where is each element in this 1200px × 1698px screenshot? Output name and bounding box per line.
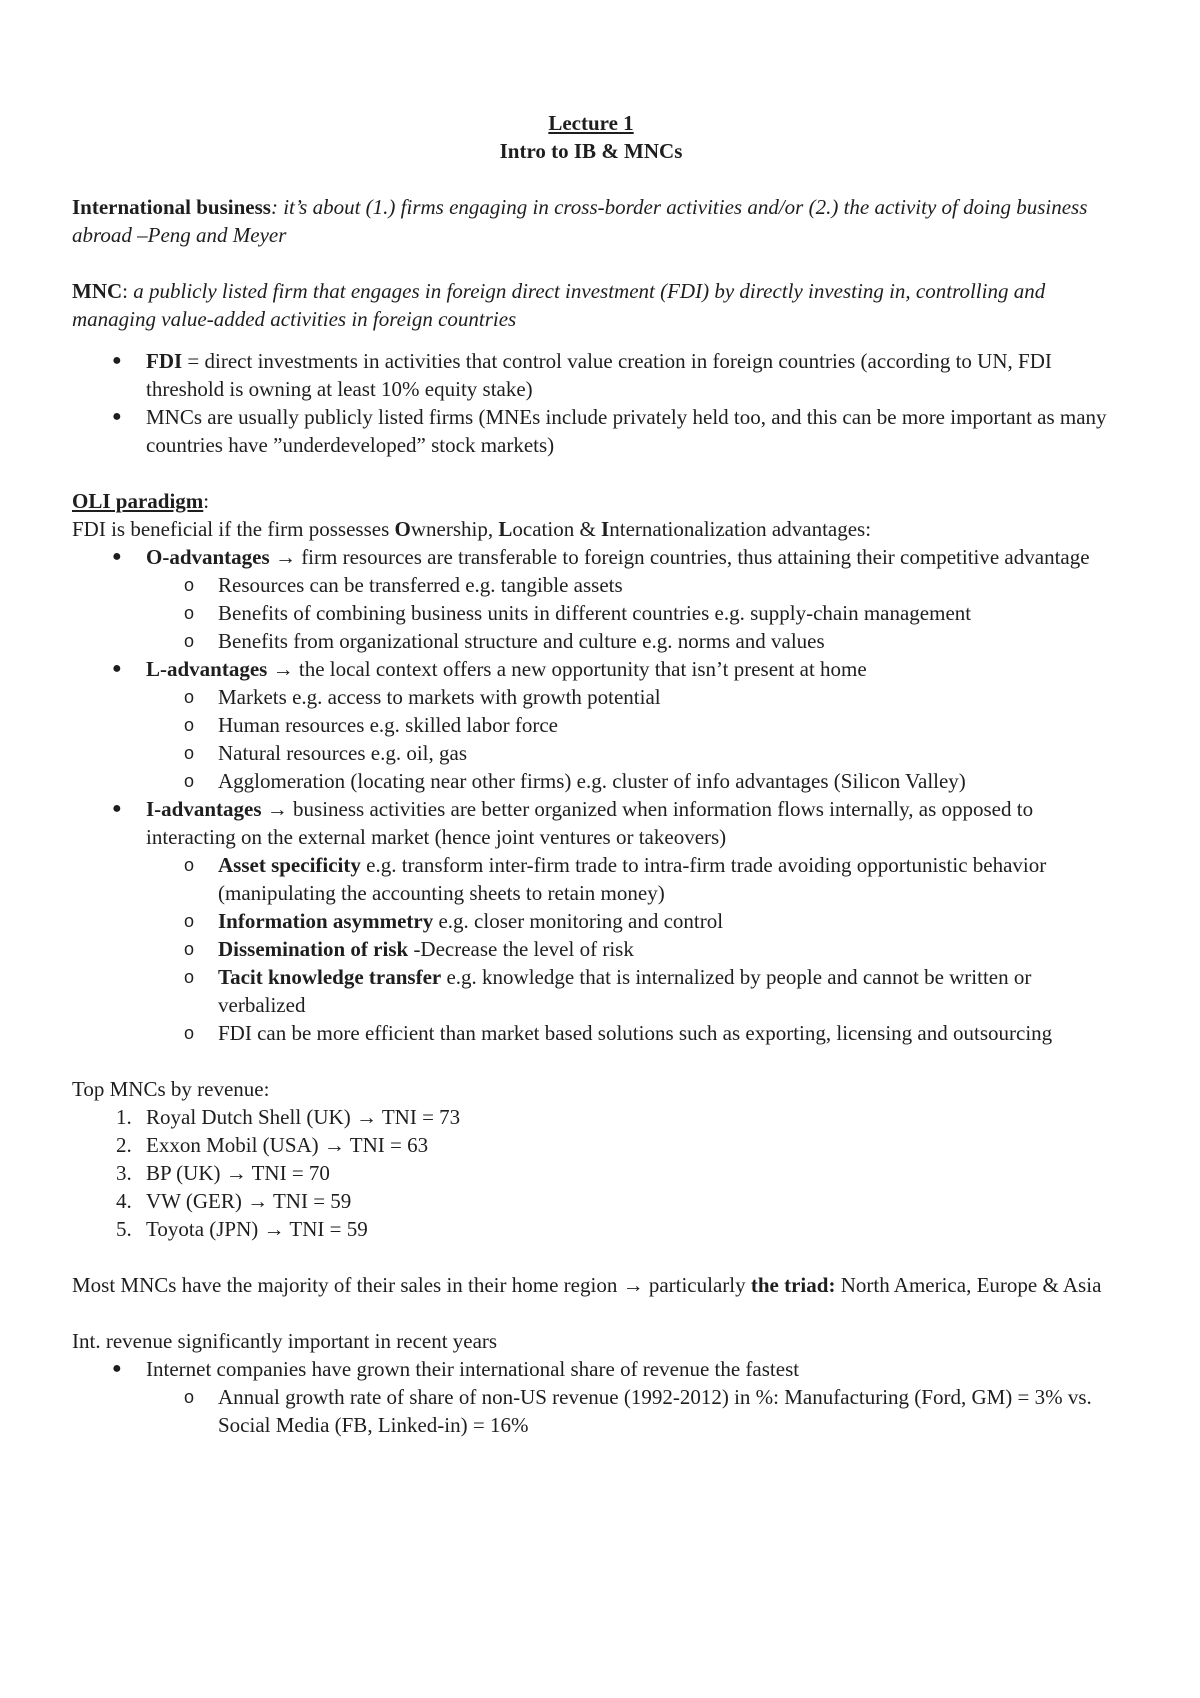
bullet-icon: ● [112, 548, 122, 565]
list-item [72, 1187, 1110, 1215]
company-name: Royal Dutch Shell (UK) [146, 1105, 356, 1129]
page-subtitle: Intro to IB & MNCs [499, 139, 683, 163]
ib-term: International business [72, 195, 271, 219]
fdi-text: = direct investments in activities that control value creation in foreign countries (according to UN, FDI threshold is owning at least 10% equity stake) [146, 349, 1052, 401]
ib-definition [72, 193, 1110, 249]
sub-bullet-icon: o [184, 603, 195, 623]
sub-bullet-icon: o [184, 687, 195, 707]
list-item [72, 1383, 1110, 1439]
company-name: VW (GER) [146, 1189, 248, 1213]
triad-text: Most MNCs have the majority of their sales in their home region [72, 1273, 623, 1297]
list-number: 1. [116, 1105, 132, 1129]
arrow-icon: → [272, 657, 294, 681]
list-item [72, 1131, 1110, 1159]
oli-list [72, 543, 1110, 1047]
oli-intro-o: O [394, 517, 411, 541]
list-number: 2. [116, 1133, 132, 1157]
list-item-term: Dissemination of risk [218, 937, 409, 961]
list-item-text: Annual growth rate of share of non-US revenue (1992-2012) in %: Manufacturing (Ford, GM) = 3% vs. Social Media (FB, Linked-in) = 16% [218, 1385, 1092, 1437]
list-item [72, 907, 1110, 935]
list-item [72, 1355, 1110, 1383]
mnc-bullet-list [72, 347, 1110, 459]
oli-heading-text: OLI paradigm [72, 489, 204, 513]
list-item [72, 683, 1110, 711]
list-item [72, 543, 1110, 571]
list-item-text: Benefits of combining business units in different countries e.g. supply-chain management [218, 601, 972, 625]
list-item [72, 403, 1110, 459]
oli-heading [72, 487, 1110, 515]
arrow-icon: → [225, 1161, 247, 1185]
triad-text: particularly [643, 1273, 751, 1297]
bullet-icon: ● [112, 352, 122, 369]
list-item [72, 739, 1110, 767]
mnc-term: MNC [72, 279, 123, 303]
oli-intro [72, 515, 1110, 543]
bullet-icon: ● [112, 1360, 122, 1377]
triad-term: the triad: [750, 1273, 836, 1297]
sub-bullet-icon: o [184, 631, 195, 651]
sub-bullet-icon: o [184, 771, 195, 791]
sub-bullet-icon: o [184, 911, 195, 931]
list-item-text: e.g. transform inter-firm trade to intra-firm trade avoiding opportunistic behavior (manipulating the accounting sheets to retain money) [218, 853, 1047, 905]
page-title: Lecture 1 [548, 111, 634, 135]
i-advantages-label: I-advantages [146, 797, 262, 821]
arrow-icon: → [274, 545, 296, 569]
list-item [72, 347, 1110, 403]
sub-bullet-icon: o [184, 575, 195, 595]
list-item-text: Agglomeration (locating near other firms) e.g. cluster of info advantages (Silicon Valley) [218, 769, 966, 793]
list-item [72, 711, 1110, 739]
fdi-term: FDI [146, 349, 183, 373]
company-name: BP (UK) [146, 1161, 226, 1185]
ib-text: it’s about (1.) firms engaging in cross-border activities and/or (2.) the activity of doing business abroad –Peng and Meyer [72, 195, 1088, 247]
mnc-definition [72, 277, 1110, 333]
oli-intro-i: I [601, 517, 610, 541]
i-advantages-text: business activities are better organized when information flows internally, as opposed to interacting on the external market (hence joint ventures or takeovers) [146, 797, 1034, 849]
l-advantages-text: the local context offers a new opportunity that isn’t present at home [293, 657, 867, 681]
bullet-icon: ● [112, 408, 122, 425]
top-mncs-heading: Top MNCs by revenue: [72, 1077, 270, 1101]
list-number: 4. [116, 1189, 132, 1213]
tni-value: TNI = 73 [376, 1105, 461, 1129]
list-item-text: Markets e.g. access to markets with growth potential [218, 685, 661, 709]
list-item [72, 935, 1110, 963]
oli-intro-part: nternationalization advantages: [609, 517, 872, 541]
arrow-icon: → [622, 1273, 644, 1297]
arrow-icon: → [323, 1133, 345, 1157]
tni-value: TNI = 63 [344, 1133, 429, 1157]
list-item [72, 767, 1110, 795]
list-number: 5. [116, 1217, 132, 1241]
company-name: Toyota (JPN) [146, 1217, 264, 1241]
sub-bullet-icon: o [184, 715, 195, 735]
list-item-text: Internet companies have grown their international share of revenue the fastest [146, 1357, 800, 1381]
list-item-text: e.g. closer monitoring and control [433, 909, 724, 933]
ib-colon: : [270, 195, 278, 219]
oli-intro-part: FDI is beneficial if the firm possesses [72, 517, 395, 541]
oli-intro-part: wnership, [410, 517, 499, 541]
sub-bullet-icon: o [184, 967, 195, 987]
arrow-icon: → [263, 1217, 285, 1241]
arrow-icon: → [247, 1189, 269, 1213]
list-item [72, 627, 1110, 655]
list-item-text: FDI can be more efficient than market based solutions such as exporting, licensing and outsourcing [218, 1021, 1053, 1045]
list-item [72, 1103, 1110, 1131]
list-item-text: -Decrease the level of risk [408, 937, 634, 961]
list-item-text: Natural resources e.g. oil, gas [218, 741, 467, 765]
int-revenue-list [72, 1355, 1110, 1439]
triad-paragraph [72, 1271, 1110, 1299]
list-item-text: Benefits from organizational structure and culture e.g. norms and values [218, 629, 825, 653]
mnc-colon: : [122, 279, 134, 303]
list-item [72, 655, 1110, 683]
o-advantages-text: firm resources are transferable to foreign countries, thus attaining their competitive advantage [295, 545, 1090, 569]
tni-value: TNI = 70 [246, 1161, 330, 1185]
sub-bullet-icon: o [184, 1023, 195, 1043]
mnc-text: a publicly listed firm that engages in foreign direct investment (FDI) by directly investing in, controlling and managing value-added activities in foreign countries [72, 279, 1046, 331]
o-advantages-label: O-advantages [146, 545, 270, 569]
list-item-term: Asset specificity [218, 853, 361, 877]
mnc-listed-text: MNCs are usually publicly listed firms (MNEs include privately held too, and this can be more important as many countries have ”underdeveloped” stock markets) [146, 405, 1107, 457]
list-item [72, 1019, 1110, 1047]
tni-value: TNI = 59 [268, 1189, 352, 1213]
list-item [72, 1159, 1110, 1187]
list-number: 3. [116, 1161, 132, 1185]
sub-bullet-icon: o [184, 939, 195, 959]
list-item [72, 795, 1110, 851]
list-item [72, 963, 1110, 1019]
l-advantages-label: L-advantages [146, 657, 268, 681]
list-item [72, 571, 1110, 599]
bullet-icon: ● [112, 800, 122, 817]
oli-heading-colon: : [203, 489, 210, 513]
bullet-icon: ● [112, 660, 122, 677]
list-item-term: Information asymmetry [218, 909, 434, 933]
triad-text: North America, Europe & Asia [835, 1273, 1102, 1297]
sub-bullet-icon: o [184, 855, 195, 875]
sub-bullet-icon: o [184, 1387, 195, 1407]
arrow-icon: → [355, 1105, 377, 1129]
list-item [72, 851, 1110, 907]
list-item-text: Human resources e.g. skilled labor force [218, 713, 558, 737]
int-revenue-heading: Int. revenue significantly important in recent years [72, 1329, 498, 1353]
oli-intro-part: ocation & [512, 517, 602, 541]
list-item-term: Tacit knowledge transfer [218, 965, 442, 989]
list-item-text: e.g. knowledge that is internalized by people and cannot be written or verbalized [218, 965, 1032, 1017]
arrow-icon: → [266, 797, 288, 821]
list-item [72, 599, 1110, 627]
tni-value: TNI = 59 [284, 1217, 368, 1241]
top-mncs-list [72, 1103, 1110, 1243]
list-item [72, 1215, 1110, 1243]
oli-intro-l: L [498, 517, 513, 541]
sub-bullet-icon: o [184, 743, 195, 763]
list-item-text: Resources can be transferred e.g. tangible assets [218, 573, 623, 597]
company-name: Exxon Mobil (USA) [146, 1133, 324, 1157]
